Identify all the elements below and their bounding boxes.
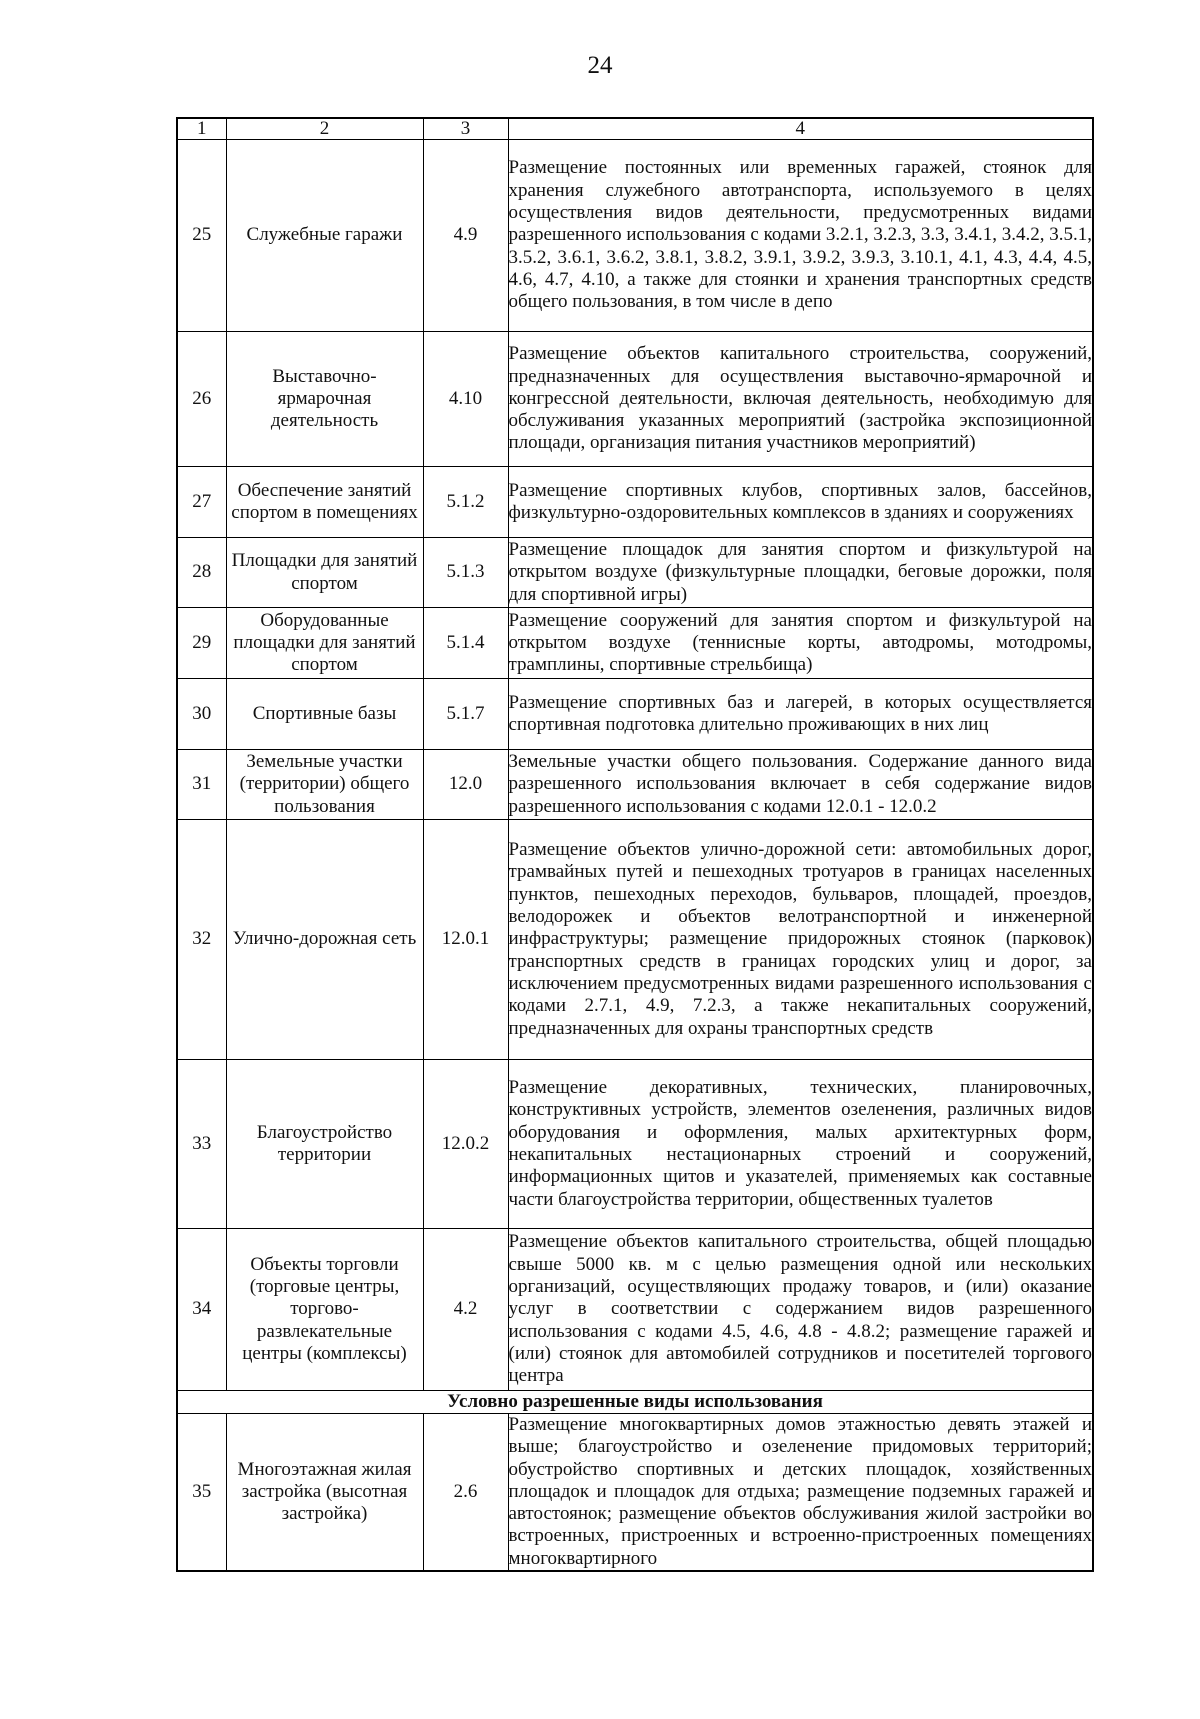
table-row bbox=[177, 140, 1093, 332]
row-number: 30 bbox=[177, 679, 226, 750]
land-use-description: Размещение объектов улично-дорожной сети: автомобильных дорог, трамвайных путей и пешеходных тротуаров в границах населенных пунктов, пешеходных переходов, бульваров, площадей, проездов, велодорожек и объектов велотранспортной и инженерной инфраструктуры; размещение придорожных стоянок (парковок) транспортных средств в границах городских улиц и дорог, за исключением предусмотренных видами разрешенного использования с кодами 2.7.1, 4.9, 7.2.3, а также некапитальных сооружений, предназначенных для охраны транспортных средств bbox=[508, 820, 1093, 1060]
land-use-name: Благоустройство территории bbox=[226, 1060, 423, 1229]
land-use-name: Земельные участки (территории) общего пользования bbox=[226, 750, 423, 820]
row-number: 27 bbox=[177, 467, 226, 538]
land-use-description: Земельные участки общего пользования. Содержание данного вида разрешенного использования включает в себя содержание видов разрешенного использования с кодами 12.0.1 - 12.0.2 bbox=[508, 750, 1093, 820]
land-use-name: Улично-дорожная сеть bbox=[226, 820, 423, 1060]
land-use-description: Размещение постоянных или временных гаражей, стоянок для хранения служебного автотранспорта, используемого в целях осуществления видов деятельности, предусмотренных видами разрешенного использования с кодами 3.2.1, 3.2.3, 3.3, 3.4.1, 3.4.2, 3.5.1, 3.5.2, 3.6.1, 3.6.2, 3.8.1, 3.8.2, 3.9.1, 3.9.2, 3.9.3, 3.10.1, 4.1, 4.3, 4.4, 4.5, 4.6, 4.7, 4.10, а также для стоянки и хранения транспортных средств общего пользования, в том числе в депо bbox=[508, 140, 1093, 332]
column-header-4: 4 bbox=[508, 118, 1093, 140]
land-use-code: 12.0.2 bbox=[423, 1060, 508, 1229]
land-use-description: Размещение объектов капитального строительства, сооружений, предназначенных для осуществления выставочно-ярмарочной и конгрессной деятельности, включая деятельность, необходимую для обслуживания указанных мероприятий (застройка экспозиционной площади, организация питания участников мероприятий) bbox=[508, 332, 1093, 467]
land-use-name: Оборудованные площадки для занятий спортом bbox=[226, 608, 423, 679]
land-use-name: Площадки для занятий спортом bbox=[226, 538, 423, 608]
land-use-name: Многоэтажная жилая застройка (высотная застройка) bbox=[226, 1414, 423, 1572]
land-use-description: Размещение сооружений для занятия спортом и физкультурой на открытом воздухе (теннисные корты, автодромы, мотодромы, трамплины, спортивные стрельбища) bbox=[508, 608, 1093, 679]
land-use-code: 4.9 bbox=[423, 140, 508, 332]
land-use-description: Размещение декоративных, технических, планировочных, конструктивных устройств, элементов озеленения, различных видов оборудования и оформления, малых архитектурных форм, некапитальных нестационарных строений и сооружений, информационных щитов и указателей, применяемых как составные части благоустройства территории, общественных туалетов bbox=[508, 1060, 1093, 1229]
row-number: 29 bbox=[177, 608, 226, 679]
table-row bbox=[177, 332, 1093, 467]
table-row bbox=[177, 608, 1093, 679]
column-header-3: 3 bbox=[423, 118, 508, 140]
column-header-1: 1 bbox=[177, 118, 226, 140]
row-number: 33 bbox=[177, 1060, 226, 1229]
land-use-code: 2.6 bbox=[423, 1414, 508, 1572]
land-use-code: 4.10 bbox=[423, 332, 508, 467]
land-use-code: 5.1.2 bbox=[423, 467, 508, 538]
land-use-code: 12.0.1 bbox=[423, 820, 508, 1060]
table-row bbox=[177, 1229, 1093, 1391]
row-number: 26 bbox=[177, 332, 226, 467]
land-use-name: Выставочно-ярмарочная деятельность bbox=[226, 332, 423, 467]
row-number: 35 bbox=[177, 1414, 226, 1572]
row-number: 32 bbox=[177, 820, 226, 1060]
column-header-2: 2 bbox=[226, 118, 423, 140]
land-use-code: 5.1.7 bbox=[423, 679, 508, 750]
land-use-description: Размещение площадок для занятия спортом и физкультурой на открытом воздухе (физкультурные площадки, беговые дорожки, поля для спортивной игры) bbox=[508, 538, 1093, 608]
table-row bbox=[177, 750, 1093, 820]
table-row bbox=[177, 467, 1093, 538]
row-number: 31 bbox=[177, 750, 226, 820]
land-use-code: 5.1.4 bbox=[423, 608, 508, 679]
land-use-name: Объекты торговли (торговые центры, торгово-развлекательные центры (комплексы) bbox=[226, 1229, 423, 1391]
land-use-table bbox=[176, 117, 1094, 1572]
table-body bbox=[177, 140, 1093, 1572]
land-use-code: 4.2 bbox=[423, 1229, 508, 1391]
land-use-description: Размещение спортивных баз и лагерей, в которых осуществляется спортивная подготовка длительно проживающих в них лиц bbox=[508, 679, 1093, 750]
land-use-description: Размещение объектов капитального строительства, общей площадью свыше 5000 кв. м с целью размещения одной или нескольких организаций, осуществляющих продажу товаров, и (или) оказание услуг в соответствии с содержанием видов разрешенного использования с кодами 4.5, 4.6, 4.8 - 4.8.2; размещение гаражей и (или) стоянок для автомобилей сотрудников и посетителей торгового центра bbox=[508, 1229, 1093, 1391]
table-row bbox=[177, 820, 1093, 1060]
land-use-code: 12.0 bbox=[423, 750, 508, 820]
table-header-row bbox=[177, 118, 1093, 140]
land-use-name: Обеспечение занятий спортом в помещениях bbox=[226, 467, 423, 538]
row-number: 25 bbox=[177, 140, 226, 332]
section-title: Условно разрешенные виды использования bbox=[177, 1391, 1093, 1414]
table-row bbox=[177, 679, 1093, 750]
land-use-description: Размещение спортивных клубов, спортивных залов, бассейнов, физкультурно-оздоровительных комплексов в зданиях и сооружениях bbox=[508, 467, 1093, 538]
land-use-code: 5.1.3 bbox=[423, 538, 508, 608]
land-use-description: Размещение многоквартирных домов этажностью девять этажей и выше; благоустройство и озеленение придомовых территорий; обустройство спортивных и детских площадок, хозяйственных площадок и площадок для отдыха; размещение подземных гаражей и автостоянок; размещение объектов обслуживания жилой застройки во встроенных, пристроенных и встроенно-пристроенных помещениях многоквартирного bbox=[508, 1414, 1093, 1572]
land-use-name: Спортивные базы bbox=[226, 679, 423, 750]
page-number: 24 bbox=[587, 52, 613, 79]
section-header-row bbox=[177, 1391, 1093, 1414]
row-number: 28 bbox=[177, 538, 226, 608]
table-row bbox=[177, 1414, 1093, 1572]
row-number: 34 bbox=[177, 1229, 226, 1391]
land-use-name: Служебные гаражи bbox=[226, 140, 423, 332]
table-row bbox=[177, 538, 1093, 608]
table-row bbox=[177, 1060, 1093, 1229]
